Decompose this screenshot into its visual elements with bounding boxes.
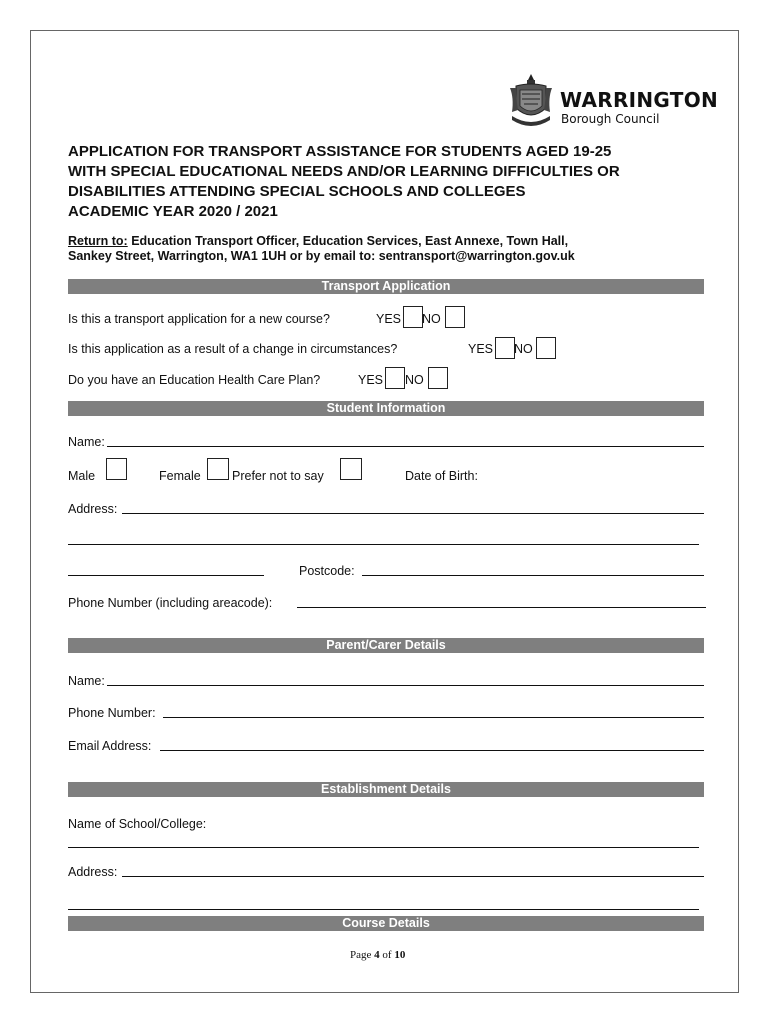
yes-label: YES: [358, 373, 384, 387]
page-title: [68, 142, 620, 222]
postcode-label: Postcode:: [299, 564, 355, 578]
return-line1: Education Transport Officer, Education Services, East Annexe, Town Hall,: [127, 234, 569, 248]
return-line2: Sankey Street, Warrington, WA1 1UH or by email to: sentransport@warrington.gov.uk: [68, 249, 575, 263]
footer-total-pages: 10: [394, 949, 406, 961]
no-label: NO: [422, 312, 441, 326]
male-label: Male: [68, 469, 96, 483]
parent-phone-label: Phone Number:: [68, 706, 156, 720]
parent-email-field[interactable]: [160, 750, 704, 751]
question-change-circumstances: Is this application as a result of a change in circumstances?: [68, 342, 398, 356]
ehcp-no-checkbox[interactable]: [428, 367, 448, 389]
change-circumstances-no-checkbox[interactable]: [536, 337, 556, 359]
establishment-address-line-2[interactable]: [68, 909, 699, 910]
dob-label: Date of Birth:: [405, 469, 478, 483]
school-name-label: Name of School/College:: [68, 817, 207, 831]
section-header-student: Student Information: [68, 401, 704, 416]
parent-phone-field[interactable]: [163, 717, 704, 718]
student-name-field[interactable]: [107, 446, 704, 447]
footer-of-word: of: [382, 949, 392, 961]
logo-subtitle: Borough Council: [561, 112, 660, 126]
question-new-course: Is this a transport application for a new course?: [68, 312, 330, 326]
student-name-label: Name:: [68, 435, 105, 449]
section-header-transport: Transport Application: [68, 279, 704, 294]
title-line: ACADEMIC YEAR 2020 / 2021: [68, 203, 278, 220]
parent-name-field[interactable]: [107, 685, 704, 686]
parent-name-label: Name:: [68, 674, 105, 688]
no-label: NO: [514, 342, 533, 356]
postcode-field[interactable]: [362, 575, 704, 576]
establishment-address-label: Address:: [68, 865, 118, 879]
yes-label: YES: [468, 342, 494, 356]
question-ehcp: Do you have an Education Health Care Plan?: [68, 373, 321, 387]
new-course-no-checkbox[interactable]: [445, 306, 465, 328]
female-checkbox[interactable]: [207, 458, 229, 480]
student-address-label: Address:: [68, 502, 118, 516]
return-address: [68, 234, 575, 264]
title-line: APPLICATION FOR TRANSPORT ASSISTANCE FOR STUDENTS AGED 19-25: [68, 143, 612, 160]
page-footer: [350, 949, 405, 961]
student-address-line-3[interactable]: [68, 575, 264, 576]
section-header-establishment: Establishment Details: [68, 782, 704, 797]
male-checkbox[interactable]: [106, 458, 127, 480]
council-crest-icon: [508, 72, 554, 130]
establishment-address-field[interactable]: [122, 876, 704, 877]
title-line: WITH SPECIAL EDUCATIONAL NEEDS AND/OR LEARNING DIFFICULTIES OR: [68, 163, 620, 180]
return-label: Return to:: [68, 234, 128, 248]
section-header-course: Course Details: [68, 916, 704, 931]
change-circumstances-yes-checkbox[interactable]: [495, 337, 515, 359]
parent-email-label: Email Address:: [68, 739, 152, 753]
student-address-line-2[interactable]: [68, 544, 699, 545]
school-name-field[interactable]: [68, 847, 699, 848]
student-phone-label: Phone Number (including areacode):: [68, 596, 273, 610]
prefer-not-checkbox[interactable]: [340, 458, 362, 480]
student-address-field[interactable]: [122, 513, 704, 514]
footer-page-word: Page: [350, 949, 372, 961]
new-course-yes-checkbox[interactable]: [403, 306, 423, 328]
prefer-not-label: Prefer not to say: [232, 469, 324, 483]
student-phone-field[interactable]: [297, 607, 706, 608]
no-label: NO: [405, 373, 424, 387]
section-header-parent: Parent/Carer Details: [68, 638, 704, 653]
title-line: DISABILITIES ATTENDING SPECIAL SCHOOLS AND COLLEGES: [68, 183, 526, 200]
female-label: Female: [159, 469, 201, 483]
ehcp-yes-checkbox[interactable]: [385, 367, 405, 389]
logo-name: WARRINGTON: [560, 88, 719, 112]
yes-label: YES: [376, 312, 402, 326]
footer-current-page: 4: [374, 949, 380, 961]
